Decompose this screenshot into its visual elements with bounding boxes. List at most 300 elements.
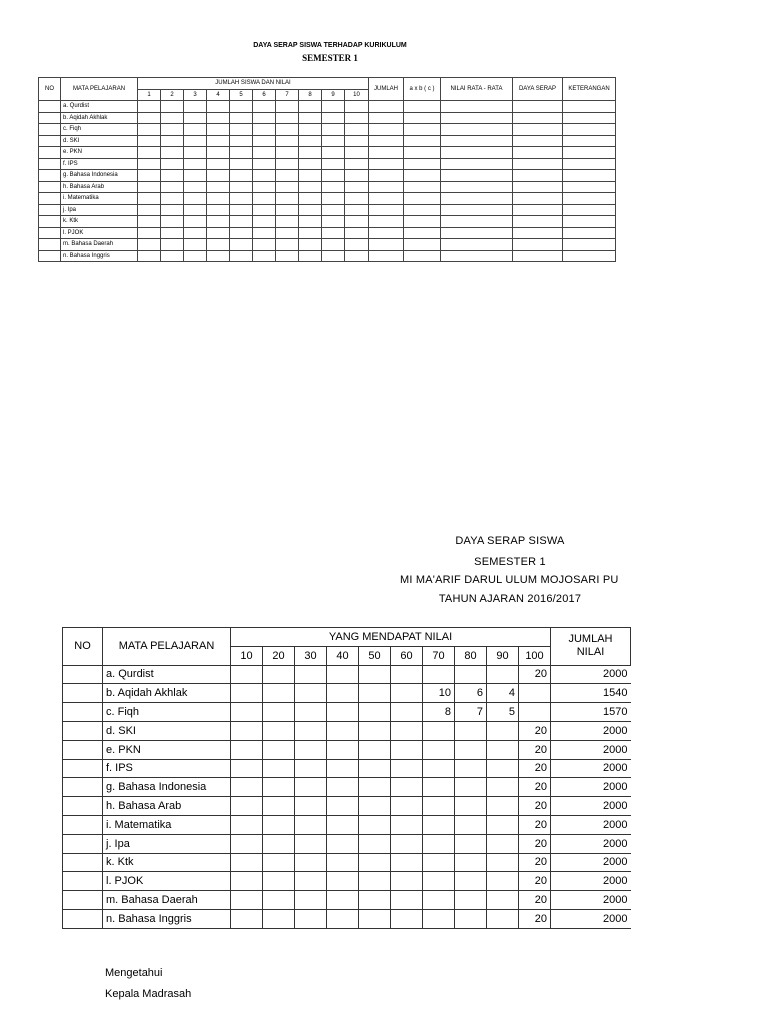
bottom-cell-v90 bbox=[487, 740, 519, 759]
top-cell-empty bbox=[230, 204, 253, 216]
top-cell-empty bbox=[322, 227, 345, 239]
bottom-cell-v80: 6 bbox=[455, 684, 487, 703]
top-cell-empty bbox=[513, 124, 563, 136]
top-cell-empty bbox=[513, 216, 563, 228]
top-cell-empty bbox=[299, 101, 322, 113]
bottom-cell-no bbox=[63, 721, 103, 740]
bottom-cell-subject: n. Bahasa Inggris bbox=[103, 909, 231, 928]
top-cell-empty bbox=[513, 250, 563, 262]
bottom-cell-v70 bbox=[423, 853, 455, 872]
bottom-cell-subject: g. Bahasa Indonesia bbox=[103, 778, 231, 797]
top-cell-subject: n. Bahasa Inggris bbox=[61, 250, 138, 262]
bottom-cell-v70 bbox=[423, 721, 455, 740]
bottom-cell-empty bbox=[391, 740, 423, 759]
bottom-cell-empty bbox=[359, 740, 391, 759]
top-cell-empty bbox=[161, 216, 184, 228]
bottom-cell-v90 bbox=[487, 834, 519, 853]
bottom-cell-no bbox=[63, 778, 103, 797]
top-cell-empty bbox=[345, 101, 369, 113]
bottom-cell-v100: 20 bbox=[519, 853, 551, 872]
bottom-cell-empty bbox=[231, 740, 263, 759]
top-cell-empty bbox=[345, 135, 369, 147]
top-cell-empty bbox=[369, 193, 404, 205]
top-cell-empty bbox=[441, 147, 513, 159]
top-cell-empty bbox=[441, 227, 513, 239]
top-cell-empty bbox=[563, 227, 616, 239]
bottom-cell-v100: 20 bbox=[519, 834, 551, 853]
bottom-cell-v70: 8 bbox=[423, 703, 455, 722]
bottom-cell-v100 bbox=[519, 703, 551, 722]
top-cell-empty bbox=[322, 216, 345, 228]
bottom-cell-v80 bbox=[455, 721, 487, 740]
top-cell-empty bbox=[207, 193, 230, 205]
top-cell-empty bbox=[138, 158, 161, 170]
top-header-no: NO bbox=[39, 78, 61, 101]
bottom-cell-v70 bbox=[423, 778, 455, 797]
top-cell-empty bbox=[563, 135, 616, 147]
top-cell-empty bbox=[369, 124, 404, 136]
top-cell-empty bbox=[184, 170, 207, 182]
bottom-cell-v100: 20 bbox=[519, 872, 551, 891]
top-cell-empty bbox=[513, 135, 563, 147]
top-cell-no bbox=[39, 216, 61, 228]
top-cell-empty bbox=[161, 193, 184, 205]
bottom-cell-subject: a. Qurdist bbox=[103, 665, 231, 684]
top-cell-empty bbox=[441, 158, 513, 170]
bottom-cell-v80 bbox=[455, 815, 487, 834]
top-cell-empty bbox=[253, 204, 276, 216]
bottom-cell-empty bbox=[327, 909, 359, 928]
bottom-cell-empty bbox=[391, 853, 423, 872]
top-cell-empty bbox=[441, 101, 513, 113]
top-header-keterangan: KETERANGAN bbox=[563, 78, 616, 101]
bottom-cell-empty bbox=[391, 684, 423, 703]
bottom-cell-v90 bbox=[487, 872, 519, 891]
top-cell-empty bbox=[230, 193, 253, 205]
bottom-cell-v90: 4 bbox=[487, 684, 519, 703]
top-cell-empty bbox=[138, 147, 161, 159]
top-cell-empty bbox=[299, 112, 322, 124]
bottom-cell-empty bbox=[327, 853, 359, 872]
bottom-cell-v70 bbox=[423, 759, 455, 778]
top-header-jumlah: JUMLAH bbox=[369, 78, 404, 101]
top-header-average: NILAI RATA - RATA bbox=[441, 78, 513, 101]
top-cell-empty bbox=[184, 227, 207, 239]
bottom-cell-empty bbox=[263, 778, 295, 797]
top-score-header: 10 bbox=[345, 89, 369, 101]
top-cell-empty bbox=[441, 204, 513, 216]
bottom-cell-v100: 20 bbox=[519, 797, 551, 816]
top-cell-empty bbox=[322, 112, 345, 124]
top-cell-empty bbox=[207, 112, 230, 124]
top-table-row bbox=[39, 170, 616, 182]
top-cell-empty bbox=[441, 250, 513, 262]
bottom-cell-empty bbox=[391, 665, 423, 684]
bottom-cell-v80 bbox=[455, 872, 487, 891]
top-cell-empty bbox=[207, 227, 230, 239]
bottom-cell-empty bbox=[391, 797, 423, 816]
top-subtitle: SEMESTER 1 bbox=[302, 53, 358, 63]
top-cell-empty bbox=[161, 101, 184, 113]
top-cell-empty bbox=[184, 135, 207, 147]
top-cell-empty bbox=[207, 239, 230, 251]
top-cell-no bbox=[39, 135, 61, 147]
top-cell-empty bbox=[563, 250, 616, 262]
top-cell-empty bbox=[563, 158, 616, 170]
bottom-cell-empty bbox=[263, 853, 295, 872]
top-cell-empty bbox=[563, 170, 616, 182]
bottom-cell-empty bbox=[359, 815, 391, 834]
top-cell-empty bbox=[276, 227, 299, 239]
bottom-table-row bbox=[63, 684, 631, 703]
bottom-cell-empty bbox=[231, 909, 263, 928]
top-cell-empty bbox=[253, 216, 276, 228]
bottom-cell-empty bbox=[359, 684, 391, 703]
top-score-header: 2 bbox=[161, 89, 184, 101]
bottom-cell-empty bbox=[359, 703, 391, 722]
top-cell-empty bbox=[369, 147, 404, 159]
top-cell-empty bbox=[253, 250, 276, 262]
top-score-header: 1 bbox=[138, 89, 161, 101]
bottom-cell-v100: 20 bbox=[519, 759, 551, 778]
bottom-cell-empty bbox=[327, 834, 359, 853]
top-cell-no bbox=[39, 124, 61, 136]
top-cell-empty bbox=[322, 147, 345, 159]
bottom-cell-empty bbox=[359, 721, 391, 740]
top-cell-empty bbox=[404, 250, 441, 262]
top-cell-empty bbox=[161, 239, 184, 251]
bottom-score-header: 30 bbox=[295, 646, 327, 665]
bottom-cell-v90 bbox=[487, 853, 519, 872]
top-cell-empty bbox=[563, 204, 616, 216]
bottom-cell-v100: 20 bbox=[519, 721, 551, 740]
bottom-table-row bbox=[63, 703, 631, 722]
top-cell-empty bbox=[369, 239, 404, 251]
bottom-cell-empty bbox=[327, 759, 359, 778]
top-table-row bbox=[39, 135, 616, 147]
top-header-row bbox=[39, 78, 616, 90]
bottom-cell-empty bbox=[391, 891, 423, 910]
top-cell-empty bbox=[404, 101, 441, 113]
top-title: DAYA SERAP SISWA TERHADAP KURIKULUM bbox=[253, 42, 407, 49]
top-cell-empty bbox=[299, 250, 322, 262]
bottom-cell-empty bbox=[263, 891, 295, 910]
top-cell-empty bbox=[345, 158, 369, 170]
top-cell-empty bbox=[253, 181, 276, 193]
top-table-row bbox=[39, 158, 616, 170]
bottom-cell-subject: d. SKI bbox=[103, 721, 231, 740]
bottom-cell-empty bbox=[359, 778, 391, 797]
top-cell-empty bbox=[138, 112, 161, 124]
top-header-group: JUMLAH SISWA DAN NILAI bbox=[138, 78, 369, 90]
top-cell-empty bbox=[369, 135, 404, 147]
bottom-cell-v90 bbox=[487, 909, 519, 928]
top-cell-empty bbox=[345, 204, 369, 216]
bottom-cell-empty bbox=[391, 778, 423, 797]
top-cell-empty bbox=[184, 147, 207, 159]
top-score-header: 8 bbox=[299, 89, 322, 101]
top-cell-empty bbox=[253, 227, 276, 239]
bottom-cell-empty bbox=[263, 872, 295, 891]
bottom-cell-empty bbox=[263, 815, 295, 834]
top-cell-empty bbox=[161, 112, 184, 124]
top-cell-empty bbox=[404, 170, 441, 182]
bottom-score-header: 100 bbox=[519, 646, 551, 665]
bottom-cell-total: 2000 bbox=[551, 872, 631, 891]
top-cell-empty bbox=[230, 112, 253, 124]
top-cell-empty bbox=[276, 204, 299, 216]
top-cell-no bbox=[39, 227, 61, 239]
bottom-cell-v90 bbox=[487, 759, 519, 778]
bottom-cell-no bbox=[63, 703, 103, 722]
bottom-cell-v70 bbox=[423, 665, 455, 684]
bottom-cell-empty bbox=[231, 853, 263, 872]
bottom-score-header: 20 bbox=[263, 646, 295, 665]
bottom-cell-v80 bbox=[455, 909, 487, 928]
bottom-cell-v70 bbox=[423, 834, 455, 853]
top-table-row bbox=[39, 250, 616, 262]
top-cell-empty bbox=[299, 216, 322, 228]
bottom-table-row bbox=[63, 815, 631, 834]
bottom-score-header: 60 bbox=[391, 646, 423, 665]
top-table-row bbox=[39, 239, 616, 251]
top-cell-empty bbox=[299, 135, 322, 147]
bottom-cell-no bbox=[63, 684, 103, 703]
top-cell-subject: f. IPS bbox=[61, 158, 138, 170]
top-cell-empty bbox=[184, 112, 207, 124]
top-cell-empty bbox=[184, 193, 207, 205]
top-cell-empty bbox=[184, 101, 207, 113]
top-cell-empty bbox=[345, 124, 369, 136]
top-cell-empty bbox=[230, 170, 253, 182]
top-header-subject: MATA PELAJARAN bbox=[61, 78, 138, 101]
top-cell-empty bbox=[563, 112, 616, 124]
bottom-cell-empty bbox=[359, 665, 391, 684]
top-cell-empty bbox=[276, 181, 299, 193]
bottom-cell-empty bbox=[295, 778, 327, 797]
bottom-table-row bbox=[63, 834, 631, 853]
top-cell-empty bbox=[322, 193, 345, 205]
bottom-cell-total: 1540 bbox=[551, 684, 631, 703]
top-cell-empty bbox=[404, 158, 441, 170]
top-cell-subject: j. Ipa bbox=[61, 204, 138, 216]
bottom-cell-v90: 5 bbox=[487, 703, 519, 722]
bottom-cell-empty bbox=[327, 891, 359, 910]
top-cell-empty bbox=[276, 158, 299, 170]
top-cell-empty bbox=[230, 227, 253, 239]
bottom-cell-subject: j. Ipa bbox=[103, 834, 231, 853]
top-cell-empty bbox=[161, 135, 184, 147]
top-cell-no bbox=[39, 147, 61, 159]
bottom-cell-empty bbox=[295, 891, 327, 910]
bottom-cell-v90 bbox=[487, 815, 519, 834]
bottom-cell-subject: h. Bahasa Arab bbox=[103, 797, 231, 816]
bottom-cell-empty bbox=[391, 834, 423, 853]
top-cell-empty bbox=[253, 158, 276, 170]
bottom-cell-v100: 20 bbox=[519, 740, 551, 759]
top-cell-empty bbox=[404, 135, 441, 147]
top-cell-empty bbox=[513, 239, 563, 251]
top-cell-empty bbox=[276, 101, 299, 113]
bottom-cell-v80 bbox=[455, 797, 487, 816]
top-cell-empty bbox=[404, 239, 441, 251]
top-header-axb: a x b ( c ) bbox=[404, 78, 441, 101]
bottom-cell-v90 bbox=[487, 797, 519, 816]
bottom-table-row bbox=[63, 721, 631, 740]
bottom-cell-v100: 20 bbox=[519, 891, 551, 910]
bottom-cell-empty bbox=[359, 834, 391, 853]
bottom-cell-total: 2000 bbox=[551, 891, 631, 910]
top-cell-subject: e. PKN bbox=[61, 147, 138, 159]
top-cell-empty bbox=[184, 124, 207, 136]
bottom-cell-v80: 7 bbox=[455, 703, 487, 722]
bottom-cell-empty bbox=[295, 909, 327, 928]
top-cell-empty bbox=[138, 135, 161, 147]
top-cell-subject: m. Bahasa Daerah bbox=[61, 239, 138, 251]
top-cell-empty bbox=[138, 170, 161, 182]
top-cell-subject: l. PJOK bbox=[61, 227, 138, 239]
top-cell-empty bbox=[207, 204, 230, 216]
top-cell-empty bbox=[230, 181, 253, 193]
bottom-cell-empty bbox=[391, 909, 423, 928]
top-cell-empty bbox=[441, 135, 513, 147]
bottom-cell-empty bbox=[327, 703, 359, 722]
bottom-table-body bbox=[63, 665, 631, 928]
top-cell-empty bbox=[441, 124, 513, 136]
top-cell-empty bbox=[404, 112, 441, 124]
top-table-row bbox=[39, 124, 616, 136]
bottom-cell-empty bbox=[295, 853, 327, 872]
bottom-header-no: NO bbox=[63, 628, 103, 666]
top-cell-no bbox=[39, 101, 61, 113]
top-cell-empty bbox=[230, 135, 253, 147]
top-cell-empty bbox=[563, 181, 616, 193]
bottom-cell-empty bbox=[231, 815, 263, 834]
top-cell-empty bbox=[563, 216, 616, 228]
top-cell-empty bbox=[404, 147, 441, 159]
top-cell-empty bbox=[345, 239, 369, 251]
top-cell-empty bbox=[513, 158, 563, 170]
top-cell-empty bbox=[230, 101, 253, 113]
top-cell-empty bbox=[230, 239, 253, 251]
top-cell-empty bbox=[138, 204, 161, 216]
bottom-cell-empty bbox=[359, 872, 391, 891]
top-cell-empty bbox=[513, 147, 563, 159]
bottom-header-group: YANG MENDAPAT NILAI bbox=[231, 628, 551, 647]
top-cell-subject: k. Ktk bbox=[61, 216, 138, 228]
bottom-header-subject: MATA PELAJARAN bbox=[103, 628, 231, 666]
top-cell-empty bbox=[513, 193, 563, 205]
top-score-header: 7 bbox=[276, 89, 299, 101]
top-cell-empty bbox=[161, 181, 184, 193]
bottom-cell-empty bbox=[231, 834, 263, 853]
bottom-table-row bbox=[63, 909, 631, 928]
bottom-cell-subject: c. Fiqh bbox=[103, 703, 231, 722]
bottom-cell-empty bbox=[327, 815, 359, 834]
bottom-score-header: 80 bbox=[455, 646, 487, 665]
bottom-cell-empty bbox=[263, 703, 295, 722]
bottom-table-row bbox=[63, 872, 631, 891]
bottom-cell-empty bbox=[359, 759, 391, 778]
top-cell-empty bbox=[276, 250, 299, 262]
top-cell-empty bbox=[299, 239, 322, 251]
top-cell-empty bbox=[138, 216, 161, 228]
bottom-cell-empty bbox=[295, 721, 327, 740]
bottom-cell-empty bbox=[295, 815, 327, 834]
bottom-cell-no bbox=[63, 872, 103, 891]
top-cell-no bbox=[39, 181, 61, 193]
bottom-cell-empty bbox=[327, 665, 359, 684]
top-cell-empty bbox=[253, 112, 276, 124]
top-cell-empty bbox=[513, 101, 563, 113]
top-cell-no bbox=[39, 170, 61, 182]
bottom-cell-empty bbox=[231, 684, 263, 703]
bottom-cell-total: 2000 bbox=[551, 797, 631, 816]
top-cell-empty bbox=[563, 147, 616, 159]
top-cell-empty bbox=[441, 181, 513, 193]
top-cell-empty bbox=[276, 147, 299, 159]
top-cell-empty bbox=[441, 170, 513, 182]
top-score-header: 5 bbox=[230, 89, 253, 101]
bottom-cell-subject: e. PKN bbox=[103, 740, 231, 759]
top-cell-empty bbox=[207, 147, 230, 159]
top-cell-empty bbox=[513, 227, 563, 239]
bottom-cell-empty bbox=[359, 909, 391, 928]
top-cell-subject: i. Matematika bbox=[61, 193, 138, 205]
top-cell-empty bbox=[345, 147, 369, 159]
top-cell-empty bbox=[299, 181, 322, 193]
top-cell-empty bbox=[161, 147, 184, 159]
bottom-cell-total: 2000 bbox=[551, 853, 631, 872]
bottom-cell-no bbox=[63, 797, 103, 816]
top-cell-empty bbox=[441, 216, 513, 228]
top-cell-empty bbox=[230, 158, 253, 170]
top-cell-empty bbox=[184, 181, 207, 193]
sign-mengetahui: Mengetahui bbox=[105, 967, 163, 979]
top-cell-empty bbox=[207, 250, 230, 262]
top-cell-empty bbox=[299, 124, 322, 136]
top-cell-empty bbox=[207, 181, 230, 193]
top-score-header: 4 bbox=[207, 89, 230, 101]
bottom-cell-total: 2000 bbox=[551, 665, 631, 684]
top-cell-empty bbox=[184, 250, 207, 262]
top-cell-empty bbox=[276, 135, 299, 147]
top-cell-no bbox=[39, 158, 61, 170]
top-cell-empty bbox=[276, 124, 299, 136]
bottom-score-header: 70 bbox=[423, 646, 455, 665]
bottom-header-total bbox=[551, 628, 631, 666]
bottom-cell-v80 bbox=[455, 665, 487, 684]
bottom-table-row bbox=[63, 797, 631, 816]
top-score-header: 6 bbox=[253, 89, 276, 101]
bottom-table-row bbox=[63, 759, 631, 778]
top-cell-empty bbox=[322, 124, 345, 136]
bottom-cell-v80 bbox=[455, 834, 487, 853]
top-cell-no bbox=[39, 204, 61, 216]
bottom-heading-line-2: SEMESTER 1 bbox=[474, 556, 546, 568]
top-cell-empty bbox=[513, 181, 563, 193]
bottom-cell-empty bbox=[231, 797, 263, 816]
top-cell-empty bbox=[299, 170, 322, 182]
bottom-table-row bbox=[63, 853, 631, 872]
bottom-cell-empty bbox=[327, 740, 359, 759]
bottom-cell-total: 1570 bbox=[551, 703, 631, 722]
bottom-cell-empty bbox=[295, 665, 327, 684]
top-cell-empty bbox=[161, 204, 184, 216]
bottom-header-row bbox=[63, 628, 631, 647]
top-cell-empty bbox=[369, 170, 404, 182]
top-cell-empty bbox=[138, 227, 161, 239]
